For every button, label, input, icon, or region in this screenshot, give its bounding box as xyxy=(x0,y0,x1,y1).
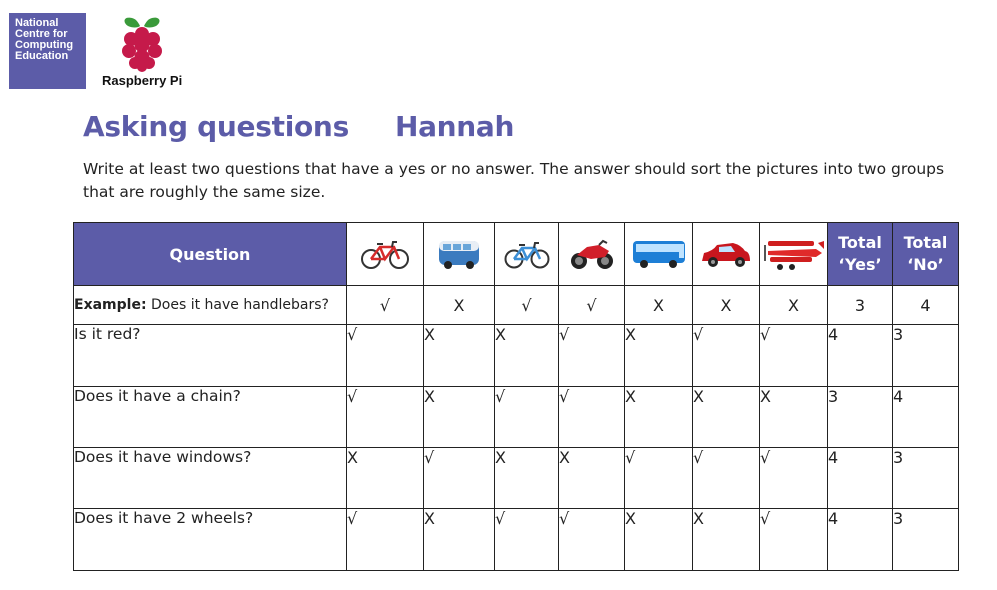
answer-cell: √ xyxy=(347,286,424,325)
question-cell[interactable]: Does it have windows? xyxy=(74,448,347,509)
total-no-header-line: Total xyxy=(903,233,948,252)
answer-cell[interactable]: X xyxy=(559,448,625,509)
table-row xyxy=(74,448,959,509)
title-text: Asking questions xyxy=(83,110,349,143)
questions-table xyxy=(73,222,959,571)
example-question-cell xyxy=(74,286,347,325)
total-no-cell[interactable]: 3 xyxy=(893,325,959,387)
answer-cell: √ xyxy=(559,286,625,325)
example-question: Does it have handlebars? xyxy=(146,297,329,313)
total-yes-cell: 3 xyxy=(828,286,893,325)
red-bicycle-icon xyxy=(360,237,410,271)
answer-cell: √ xyxy=(495,286,559,325)
red-biplane-icon xyxy=(762,235,826,273)
red-motorbike-icon xyxy=(569,237,615,271)
answer-cell[interactable]: X xyxy=(693,387,760,448)
answer-cell[interactable]: X xyxy=(625,509,693,571)
question-cell[interactable]: Does it have 2 wheels? xyxy=(74,509,347,571)
example-row xyxy=(74,286,959,325)
picture-cell xyxy=(495,223,559,286)
page-title xyxy=(83,110,514,143)
answer-cell[interactable]: √ xyxy=(760,509,828,571)
answer-cell[interactable]: X xyxy=(347,448,424,509)
blue-bus-icon xyxy=(631,237,687,271)
total-no-header xyxy=(893,223,959,286)
answer-cell[interactable]: X xyxy=(495,325,559,387)
answer-cell[interactable]: √ xyxy=(495,387,559,448)
ncce-logo-line: Education xyxy=(15,50,69,62)
answer-cell[interactable]: X xyxy=(424,387,495,448)
answer-cell[interactable]: X xyxy=(424,325,495,387)
picture-cell xyxy=(424,223,495,286)
answer-cell[interactable]: √ xyxy=(559,325,625,387)
total-yes-cell[interactable]: 3 xyxy=(828,387,893,448)
answer-cell[interactable]: √ xyxy=(693,325,760,387)
answer-cell: X xyxy=(760,286,828,325)
total-yes-header xyxy=(828,223,893,286)
answer-cell[interactable]: √ xyxy=(559,509,625,571)
total-no-cell[interactable]: 4 xyxy=(893,387,959,448)
total-no-cell[interactable]: 3 xyxy=(893,448,959,509)
answer-cell[interactable]: √ xyxy=(424,448,495,509)
answer-cell[interactable]: √ xyxy=(625,448,693,509)
answer-cell[interactable]: √ xyxy=(347,387,424,448)
total-yes-header-line: ‘Yes’ xyxy=(838,255,882,274)
question-cell[interactable]: Does it have a chain? xyxy=(74,387,347,448)
raspberry-pi-label: Raspberry Pi xyxy=(102,73,183,88)
picture-cell xyxy=(693,223,760,286)
total-yes-cell[interactable]: 4 xyxy=(828,448,893,509)
blue-camper-van-icon xyxy=(437,237,481,271)
answer-cell[interactable]: √ xyxy=(760,325,828,387)
total-yes-header-line: Total xyxy=(838,233,882,252)
answer-cell[interactable]: X xyxy=(625,387,693,448)
answer-cell[interactable]: √ xyxy=(693,448,760,509)
ncce-logo-line: National xyxy=(15,17,59,29)
total-no-cell[interactable]: 3 xyxy=(893,509,959,571)
ncce-logo-line: Computing xyxy=(15,39,74,51)
answer-cell[interactable]: √ xyxy=(760,448,828,509)
total-no-header-line: ‘No’ xyxy=(907,255,944,274)
answer-cell[interactable]: X xyxy=(495,448,559,509)
answer-cell[interactable]: X xyxy=(760,387,828,448)
example-label: Example: xyxy=(74,297,147,313)
picture-cell xyxy=(760,223,828,286)
ncce-logo xyxy=(9,13,86,89)
picture-cell xyxy=(347,223,424,286)
instructions-text: Write at least two questions that have a yes or no answer. The answer should sort the pictures into two groups that are roughly the same size. xyxy=(83,160,945,201)
answer-cell[interactable]: X xyxy=(424,509,495,571)
raspberry-pi-logo-icon xyxy=(114,12,170,74)
total-no-cell: 4 xyxy=(893,286,959,325)
table-row xyxy=(74,325,959,387)
red-car-icon xyxy=(699,237,753,271)
answer-cell[interactable]: √ xyxy=(559,387,625,448)
total-yes-cell[interactable]: 4 xyxy=(828,325,893,387)
answer-cell[interactable]: √ xyxy=(347,325,424,387)
student-name: Hannah xyxy=(394,110,515,143)
total-yes-cell[interactable]: 4 xyxy=(828,509,893,571)
answer-cell: X xyxy=(424,286,495,325)
question-cell[interactable]: Is it red? xyxy=(74,325,347,387)
picture-cell xyxy=(559,223,625,286)
table-row xyxy=(74,387,959,448)
blue-bicycle-icon xyxy=(504,237,550,271)
question-column-header: Question xyxy=(74,223,347,286)
picture-cell xyxy=(625,223,693,286)
table-row xyxy=(74,509,959,571)
answer-cell[interactable]: √ xyxy=(347,509,424,571)
ncce-logo-line: Centre for xyxy=(15,28,68,40)
answer-cell[interactable]: X xyxy=(693,509,760,571)
answer-cell[interactable]: √ xyxy=(495,509,559,571)
answer-cell[interactable]: X xyxy=(625,325,693,387)
table-header-row xyxy=(74,223,959,286)
answer-cell: X xyxy=(625,286,693,325)
answer-cell: X xyxy=(693,286,760,325)
